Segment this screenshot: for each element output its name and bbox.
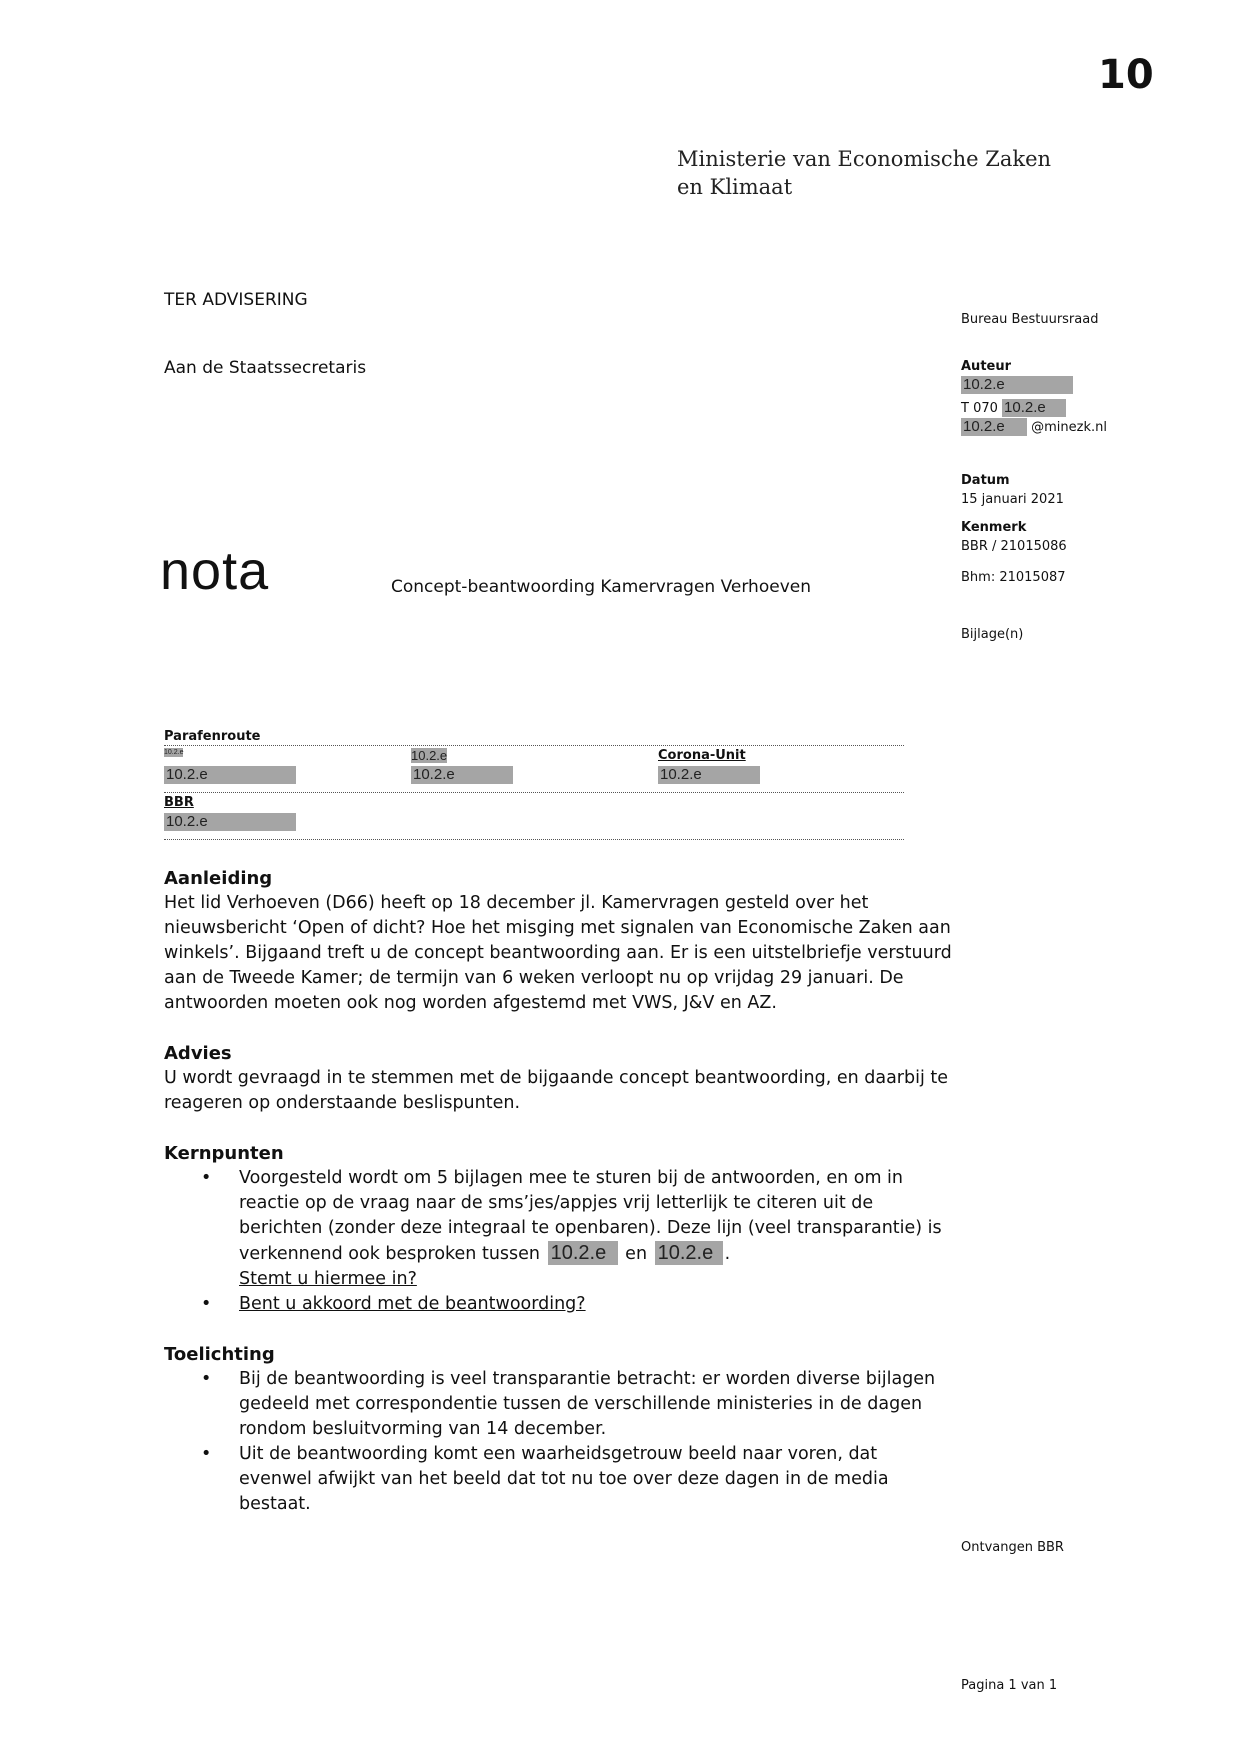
kernpunt-1-end: . (724, 1244, 731, 1264)
divider (164, 839, 904, 840)
document-subject: Concept-beantwoording Kamervragen Verhoeven (391, 577, 811, 597)
kernpunt-2-question: Bent u akkoord met de beantwoording? (239, 1294, 586, 1314)
bullet: • (201, 1444, 212, 1464)
ministry-logo-text (677, 145, 1051, 201)
kernpunten-list (164, 1166, 954, 1317)
page-footer: Pagina 1 van 1 (961, 1678, 1058, 1693)
redacted-author-name: 10.2.e (961, 376, 1073, 394)
list-item (201, 1367, 954, 1442)
redacted-col1-value: 10.2.e (164, 766, 296, 784)
memo-body (164, 866, 954, 1542)
toelichting-heading: Toelichting (164, 1344, 275, 1365)
bhm-number: Bhm: 21015087 (961, 570, 1066, 585)
ministry-line-2: en Klimaat (677, 175, 793, 199)
reference-value: BBR / 21015086 (961, 539, 1067, 554)
parafenroute-title: Parafenroute (164, 729, 261, 744)
date-block (961, 471, 1064, 509)
redacted-email: 10.2.e (961, 418, 1027, 436)
redacted-name-b: 10.2.e (655, 1241, 723, 1265)
bullet: • (201, 1294, 212, 1314)
email-suffix: @minezk.nl (1031, 420, 1107, 435)
date-value: 15 januari 2021 (961, 492, 1064, 507)
date-label: Datum (961, 473, 1010, 488)
parafenroute (164, 729, 904, 840)
kernpunt-1-question: Stemt u hiermee in? (239, 1269, 417, 1289)
document-type: nota (160, 541, 270, 601)
toelichting-2-text: Uit de beantwoording komt een waarheidsgetrouw beeld naar voren, dat evenwel afwijkt van het beeld dat tot nu toe over deze dagen in de media bestaat. (239, 1444, 889, 1514)
ministry-line-1: Ministerie van Economische Zaken (677, 147, 1052, 171)
reference-label: Kenmerk (961, 520, 1027, 535)
redacted-name-a: 10.2.e (548, 1241, 618, 1265)
kernpunten-heading: Kernpunten (164, 1143, 284, 1164)
department: Bureau Bestuursraad (961, 312, 1099, 327)
redacted-col1-head: 10.2.e (164, 749, 184, 756)
kernpunt-1-and: en (625, 1244, 648, 1264)
bbr-label: BBR (164, 795, 194, 810)
aanleiding-heading: Aanleiding (164, 868, 273, 889)
list-item (201, 1292, 954, 1317)
ter-advisering-label: TER ADVISERING (164, 290, 308, 310)
toelichting-list (164, 1367, 954, 1517)
redacted-bbr-value: 10.2.e (164, 813, 296, 831)
aanleiding-text: Het lid Verhoeven (D66) heeft op 18 december jl. Kamervragen gesteld over het nieuwsbericht ‘Open of dicht? Hoe het misging met signalen van Economische Zaken aan winkels’. Bijgaand treft u de concept beantwoording aan. Er is een uitstelbriefje verstuurd aan de Tweede Kamer; de termijn van 6 weken verloopt nu op vrijdag 29 januari. De antwoorden moeten ook nog worden afgestemd met VWS, J&V en AZ. (164, 893, 952, 1013)
toelichting-1-text: Bij de beantwoording is veel transparantie betracht: er worden diverse bijlagen gedeeld met correspondentie tussen de verschillende ministeries in de dagen rondom besluitvorming van 14 december. (239, 1369, 936, 1439)
redacted-col3-value: 10.2.e (658, 766, 760, 784)
list-item (201, 1442, 954, 1517)
redacted-col2-value: 10.2.e (411, 766, 513, 784)
author-label: Auteur (961, 359, 1012, 374)
received-stamp: Ontvangen BBR (961, 1540, 1064, 1555)
reference-block (961, 518, 1067, 556)
redacted-phone: 10.2.e (1002, 399, 1066, 417)
kernpunt-1-text: Voorgesteld wordt om 5 bijlagen mee te sturen bij de antwoorden, en om in reactie op de vraag naar de sms’jes/appjes vrij letterlijk te citeren uit de berichten (zonder deze integraal te openbaren). Deze lijn (veel transparantie) is verkennend ook besproken tussen (239, 1168, 942, 1264)
author-block (961, 357, 1107, 437)
bullet: • (201, 1369, 212, 1389)
list-item (201, 1166, 954, 1292)
bullet: • (201, 1168, 212, 1188)
attachments-label: Bijlage(n) (961, 627, 1024, 642)
parafenroute-row-2 (164, 793, 904, 839)
parafenroute-row-1 (164, 746, 904, 792)
redacted-col2-head: 10.2.e (411, 748, 448, 763)
corona-unit-label: Corona-Unit (658, 748, 746, 763)
page-number: 10 (1098, 52, 1154, 98)
addressee: Aan de Staatssecretaris (164, 358, 367, 378)
advies-heading: Advies (164, 1043, 232, 1064)
advies-text: U wordt gevraagd in te stemmen met de bijgaande concept beantwoording, en daarbij te reageren op onderstaande beslispunten. (164, 1068, 949, 1113)
phone-prefix: T 070 (961, 401, 998, 416)
